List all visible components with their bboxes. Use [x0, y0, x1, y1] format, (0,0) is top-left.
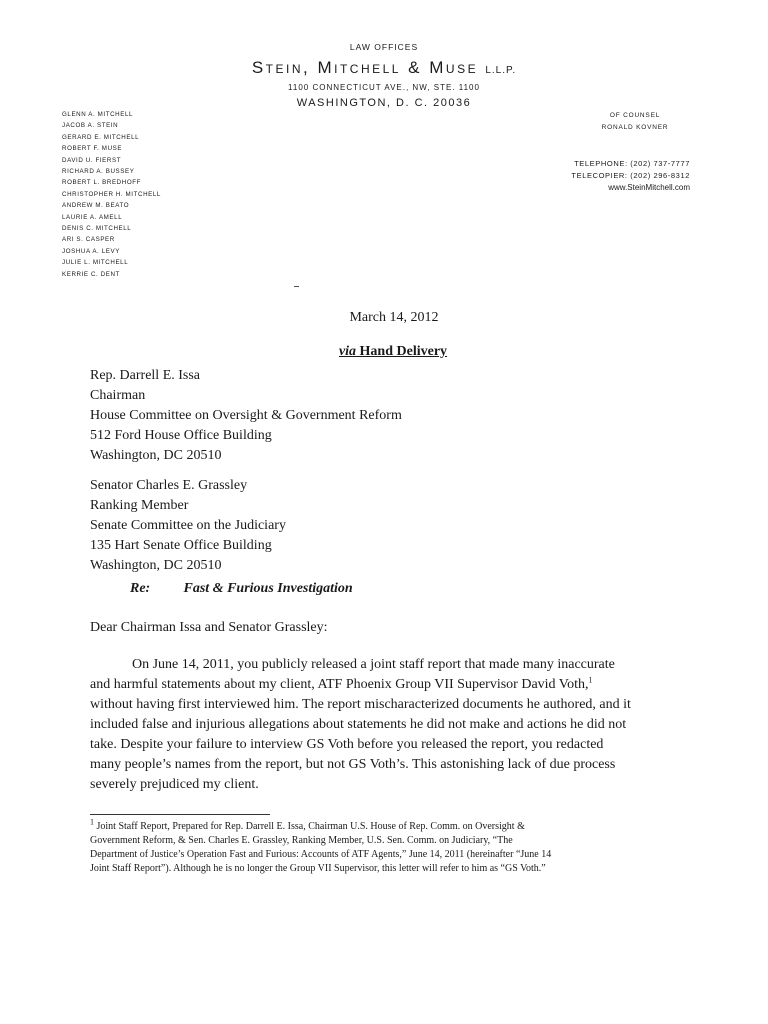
- paragraph-line-text: and harmful statements about my client, ATF Phoenix Group VII Supervisor David Voth,: [90, 677, 589, 692]
- address-line: Chairman: [90, 388, 146, 403]
- website-link[interactable]: www.SteinMitchell.com: [608, 183, 690, 192]
- delivery-prefix: via: [338, 344, 357, 359]
- address-line: Ranking Member: [90, 498, 189, 513]
- telecopier-number: TELECOPIER: (202) 296-8312: [571, 171, 690, 180]
- firm-city-address: WASHINGTON, D. C. 20036: [296, 97, 472, 109]
- partner-name: DAVID U. FIERST: [62, 156, 122, 164]
- address-line: Rep. Darrell E. Issa: [90, 368, 201, 383]
- footnote-line-text: Joint Staff Report, Prepared for Rep. Darrell E. Issa, Chairman U.S. House of Rep. Comm. on Oversight &: [94, 821, 525, 832]
- paragraph-line: included false and injurious allegations about statements he did not make and actions he did not: [90, 717, 627, 732]
- footnote-number: 1: [90, 817, 94, 827]
- scan-mark: [294, 286, 299, 287]
- footnote-line: Department of Justice’s Operation Fast and Furious: Accounts of ATF Agents,” June 14, 2011 (hereinafter “June 14: [90, 849, 552, 860]
- paragraph-line: take. Despite your failure to interview GS Voth before you released the report, you redacted: [90, 737, 604, 752]
- address-line: Senate Committee on the Judiciary: [90, 518, 286, 533]
- subject-label: Re:: [130, 581, 151, 596]
- footnote-line: Joint Staff Report”). Although he is no longer the Group VII Supervisor, this letter will refer to him as “GS Voth.”: [90, 863, 546, 874]
- partner-name: CHRISTOPHER H. MITCHELL: [62, 190, 161, 198]
- footnote-divider: [90, 814, 270, 815]
- paragraph-line: without having first interviewed him. The report mischaracterized documents he authored, and it: [90, 697, 631, 712]
- paragraph-line: many people’s names from the report, but not GS Voth’s. This astonishing lack of due process: [90, 757, 616, 772]
- subject-text: Fast & Furious Investigation: [183, 581, 353, 596]
- partner-name: ANDREW M. BEATO: [62, 202, 130, 210]
- salutation: Dear Chairman Issa and Senator Grassley:: [90, 620, 328, 635]
- subject-line: [130, 581, 353, 597]
- paragraph-line: On June 14, 2011, you publicly released a joint staff report that made many inaccurate: [132, 657, 615, 672]
- of-counsel-name: RONALD KOVNER: [601, 124, 669, 131]
- paragraph-line: [90, 675, 690, 695]
- partner-name: GERARD E. MITCHELL: [62, 133, 140, 141]
- address-line: House Committee on Oversight & Government Reform: [90, 408, 402, 423]
- partner-name: JULIE L. MITCHELL: [62, 259, 129, 267]
- paragraph-line: severely prejudiced my client.: [90, 777, 259, 792]
- footnote-line: [90, 817, 710, 834]
- partner-name: ROBERT L. BREDHOFF: [62, 179, 141, 187]
- firm-suffix: L.L.P.: [485, 65, 517, 76]
- partner-name: DENIS C. MITCHELL: [62, 225, 132, 233]
- address-line: Senator Charles E. Grassley: [90, 478, 248, 493]
- partner-name: ARI S. CASPER: [62, 236, 115, 244]
- partners-list: [62, 109, 161, 280]
- letterhead-label: LAW OFFICES: [349, 42, 419, 52]
- delivery-rest: Hand Delivery: [356, 344, 448, 359]
- telephone-number: TELEPHONE: (202) 737-7777: [574, 159, 690, 168]
- body-paragraph: [90, 655, 690, 795]
- footnote-reference[interactable]: 1: [588, 675, 593, 685]
- partner-name: GLENN A. MITCHELL: [62, 111, 134, 118]
- address-line: Washington, DC 20510: [90, 448, 222, 463]
- address-line: 512 Ford House Office Building: [90, 428, 272, 443]
- delivery-method: [0, 344, 768, 360]
- of-counsel-label: OF COUNSEL: [609, 112, 661, 119]
- firm-name: [0, 58, 768, 78]
- letter-date: March 14, 2012: [349, 310, 439, 325]
- partner-name: JOSHUA A. LEVY: [62, 247, 120, 255]
- partner-name: RICHARD A. BUSSEY: [62, 168, 135, 176]
- address-line: Washington, DC 20510: [90, 558, 222, 573]
- partner-name: ROBERT F. MUSE: [62, 145, 123, 153]
- partner-name: KERRIE C. DENT: [62, 270, 120, 278]
- recipient-address-1: [90, 366, 402, 466]
- contact-block: [540, 158, 690, 194]
- firm-street-address: 1100 CONNECTICUT AVE., NW, STE. 1100: [288, 83, 480, 92]
- recipient-address-2: [90, 476, 286, 576]
- footnote-line: Government Reform, & Sen. Charles E. Grassley, Ranking Member, U.S. Sen. Comm. on Judiciary, “The: [90, 835, 513, 846]
- of-counsel-block: [580, 110, 690, 134]
- partner-name: JACOB A. STEIN: [62, 122, 119, 130]
- footnote: [90, 817, 710, 876]
- address-line: 135 Hart Senate Office Building: [90, 538, 272, 553]
- firm-name-text: Stein, Mitchell & Muse: [251, 58, 479, 77]
- partner-name: LAURIE A. AMELL: [62, 213, 123, 221]
